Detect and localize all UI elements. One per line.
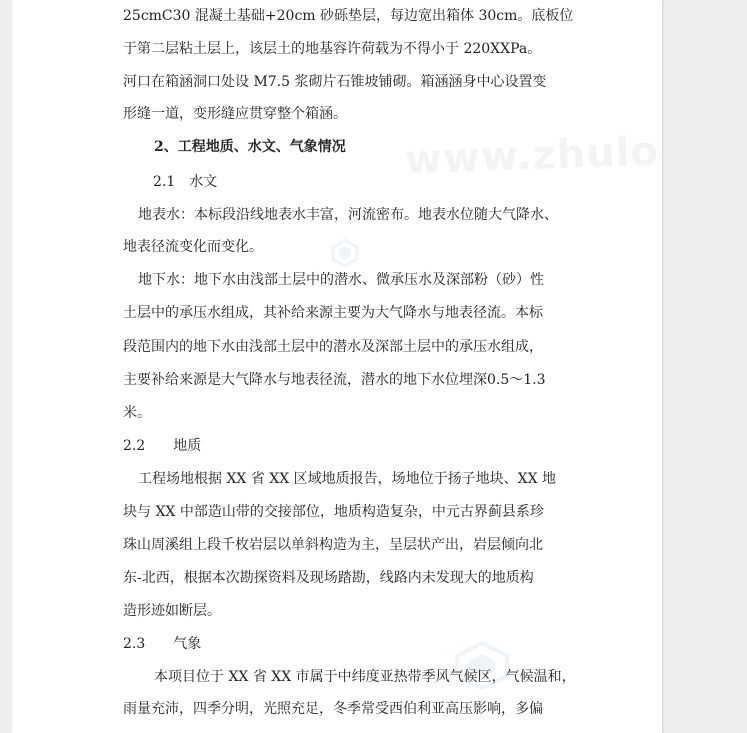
paragraph-line: 段范围内的地下水由浅部土层中的潜水及深部土层中的承压水组成， <box>123 339 543 355</box>
document-page <box>12 0 662 733</box>
paragraph-line: 土层中的承压水组成，其补给来源主要为大气降水与地表径流。本标 <box>123 305 543 321</box>
subsection-heading: 2.3 气象 <box>123 636 202 652</box>
paragraph-line: 地表径流变化而变化。 <box>123 239 263 255</box>
paragraph-line: 地下水：地下水由浅部土层中的潜水、微承压水及深部粉（砂）性 <box>138 272 544 288</box>
paragraph-line: 东-北西，根据本次勘探资料及现场踏勘，线路内未发现大的地质构 <box>123 570 534 586</box>
paragraph-line: 主要补给来源是大气降水与地表径流，潜水的地下水位埋深0.5～1.3 <box>123 372 546 388</box>
paragraph-line: 河口在箱涵洞口处设 M7.5 浆砌片石锥坡铺砌。箱涵涵身中心设置变 <box>123 74 547 90</box>
section-heading: 2、工程地质、水文、气象情况 <box>154 139 346 155</box>
paragraph-line: 25cmC30 混凝土基础+20cm 砂砾垫层，每边宽出箱体 30cm。底板位 <box>123 8 574 24</box>
paragraph-line: 本项目位于 XX 省 XX 市属于中纬度亚热带季风气候区，气候温和， <box>154 669 576 685</box>
paragraph-line: 造形迹如断层。 <box>123 603 221 619</box>
subsection-heading: 2.2 地质 <box>123 438 202 454</box>
paragraph-line: 于第二层粘土层上，该层土的地基容许荷载为不得小于 220XXPa。 <box>123 41 542 57</box>
paragraph-line: 工程场地根据 XX 省 XX 区域地质报告，场地位于扬子地块、XX 地 <box>138 471 557 487</box>
paragraph-line: 块与 XX 中部造山带的交接部位，地质构造复杂，中元古界蓟县系珍 <box>123 504 544 520</box>
paragraph-line: 雨量充沛，四季分明，光照充足，冬季常受西伯利亚高压影响，多偏 <box>123 701 543 717</box>
paragraph-line: 地表水：本标段沿线地表水丰富，河流密布。地表水位随大气降水、 <box>138 207 558 223</box>
paragraph-line: 珠山周溪组上段千枚岩层以单斜构造为主，呈层状产出，岩层倾向北 <box>123 537 543 553</box>
paragraph-line: 米。 <box>123 405 151 421</box>
paragraph-line: 形缝一道，变形缝应贯穿整个箱涵。 <box>123 106 347 122</box>
subsection-heading: 2.1 水文 <box>153 174 218 190</box>
